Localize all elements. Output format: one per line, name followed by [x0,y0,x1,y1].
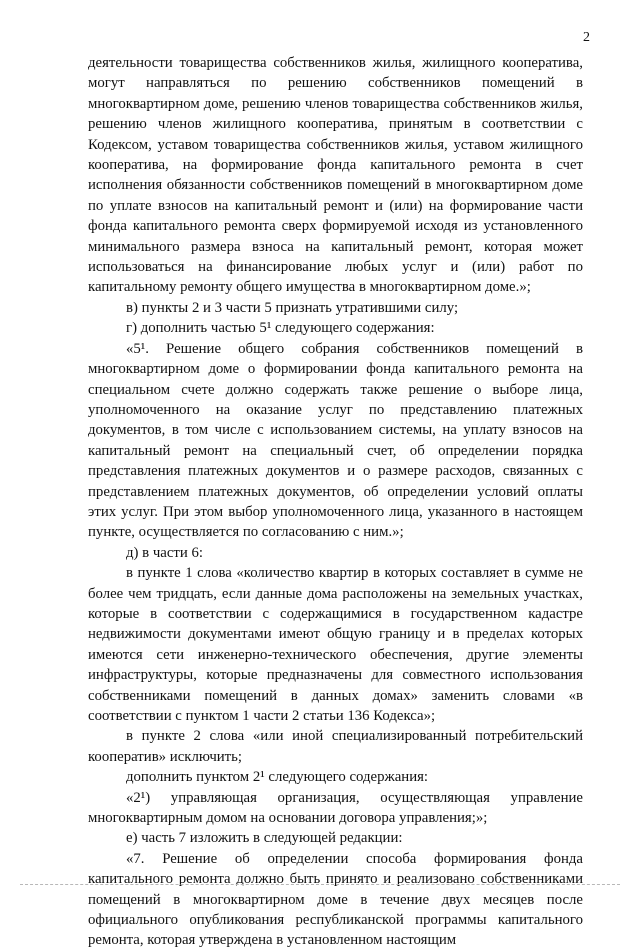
paragraph-item-e: е) часть 7 изложить в следующей редакции: [126,830,403,847]
paragraph-item-v: в) пункты 2 и 3 части 5 признать утратившими силу; [126,299,459,316]
paragraph-item-g: г) дополнить частью 5¹ следующего содержания: [126,320,435,337]
document-body [88,53,583,951]
paragraph-point-1: в пункте 1 слова «количество квартир в которых составляет в сумме не более чем тридцать, если данные дома расположены на земельных участках, которые в соответствии с содержащимися в государственном кадастре недвижимости документами имеют общую границу и в пределах которых имеются сети инженерно-технического обеспечения, другие элементы инфраструктуры, которые предназначены для совместного использования собственниками помещений в данных домах» заменить словами «в соответствии с пунктом 1 части 2 статьи 136 Кодекса»; [88,565,583,724]
paragraph-continuation: деятельности товарищества собственников жилья, жилищного кооператива, могут направляться по решению собственников помещений в многоквартирном доме, решению членов товарищества собственников жилья, решению членов жилищного кооператива, принятым в соответствии с Кодексом, уставом товарищества собственников жилья, уставом жилищного кооператива, на формирование фонда капитального ремонта в счет исполнения обязанности собственников помещений в многоквартирном доме по уплате взносов на капитальный ремонт и (или) на формирование части фонда капитального ремонта сверх формируемой исходя из установленного минимального размера взноса на капитальный ремонт, которая может использоваться на финансирование любых услуг и (или) работ по капитальному ремонту общего имущества в многоквартирном доме.»; [88,55,583,296]
paragraph-part-5-1: «5¹. Решение общего собрания собственников помещений в многоквартирном доме о формировании фонда капитального ремонта на специальном счете должно содержать также решение о выборе лица, уполномоченного на оказание услуг по представлению платежных документов, в том числе с использованием системы, на уплату взносов на капитальный ремонт на специальный счет, об определении порядка представления платежных документов и о размере расходов, связанных с представлением платежных документов, об определении условий оплаты этих услуг. При этом выбор уполномоченного лица, указанного в настоящем пункте, осуществляется по согласованию с ним.»; [88,340,583,541]
paragraph-item-d: д) в части 6: [126,544,204,561]
paragraph-part-7: «7. Решение об определении способа формирования фонда капитального ремонта должно быть принято и реализовано собственниками помещений в многоквартирном доме в течение двух месяцев после официального опубликования республиканской программы капитального ремонта, которая утверждена в установленном настоящим [88,850,583,949]
paragraph-add-point-2-1: дополнить пунктом 2¹ следующего содержания: [126,769,429,786]
paragraph-point-2: в пункте 2 слова «или иной специализированный потребительский кооператив» исключить; [88,728,583,765]
paragraph-point-2-1: «2¹) управляющая организация, осуществляющая управление многоквартирным домом на основании договора управления;»; [88,789,583,827]
page-number: 2 [583,30,590,45]
page-bottom-divider [20,884,620,885]
